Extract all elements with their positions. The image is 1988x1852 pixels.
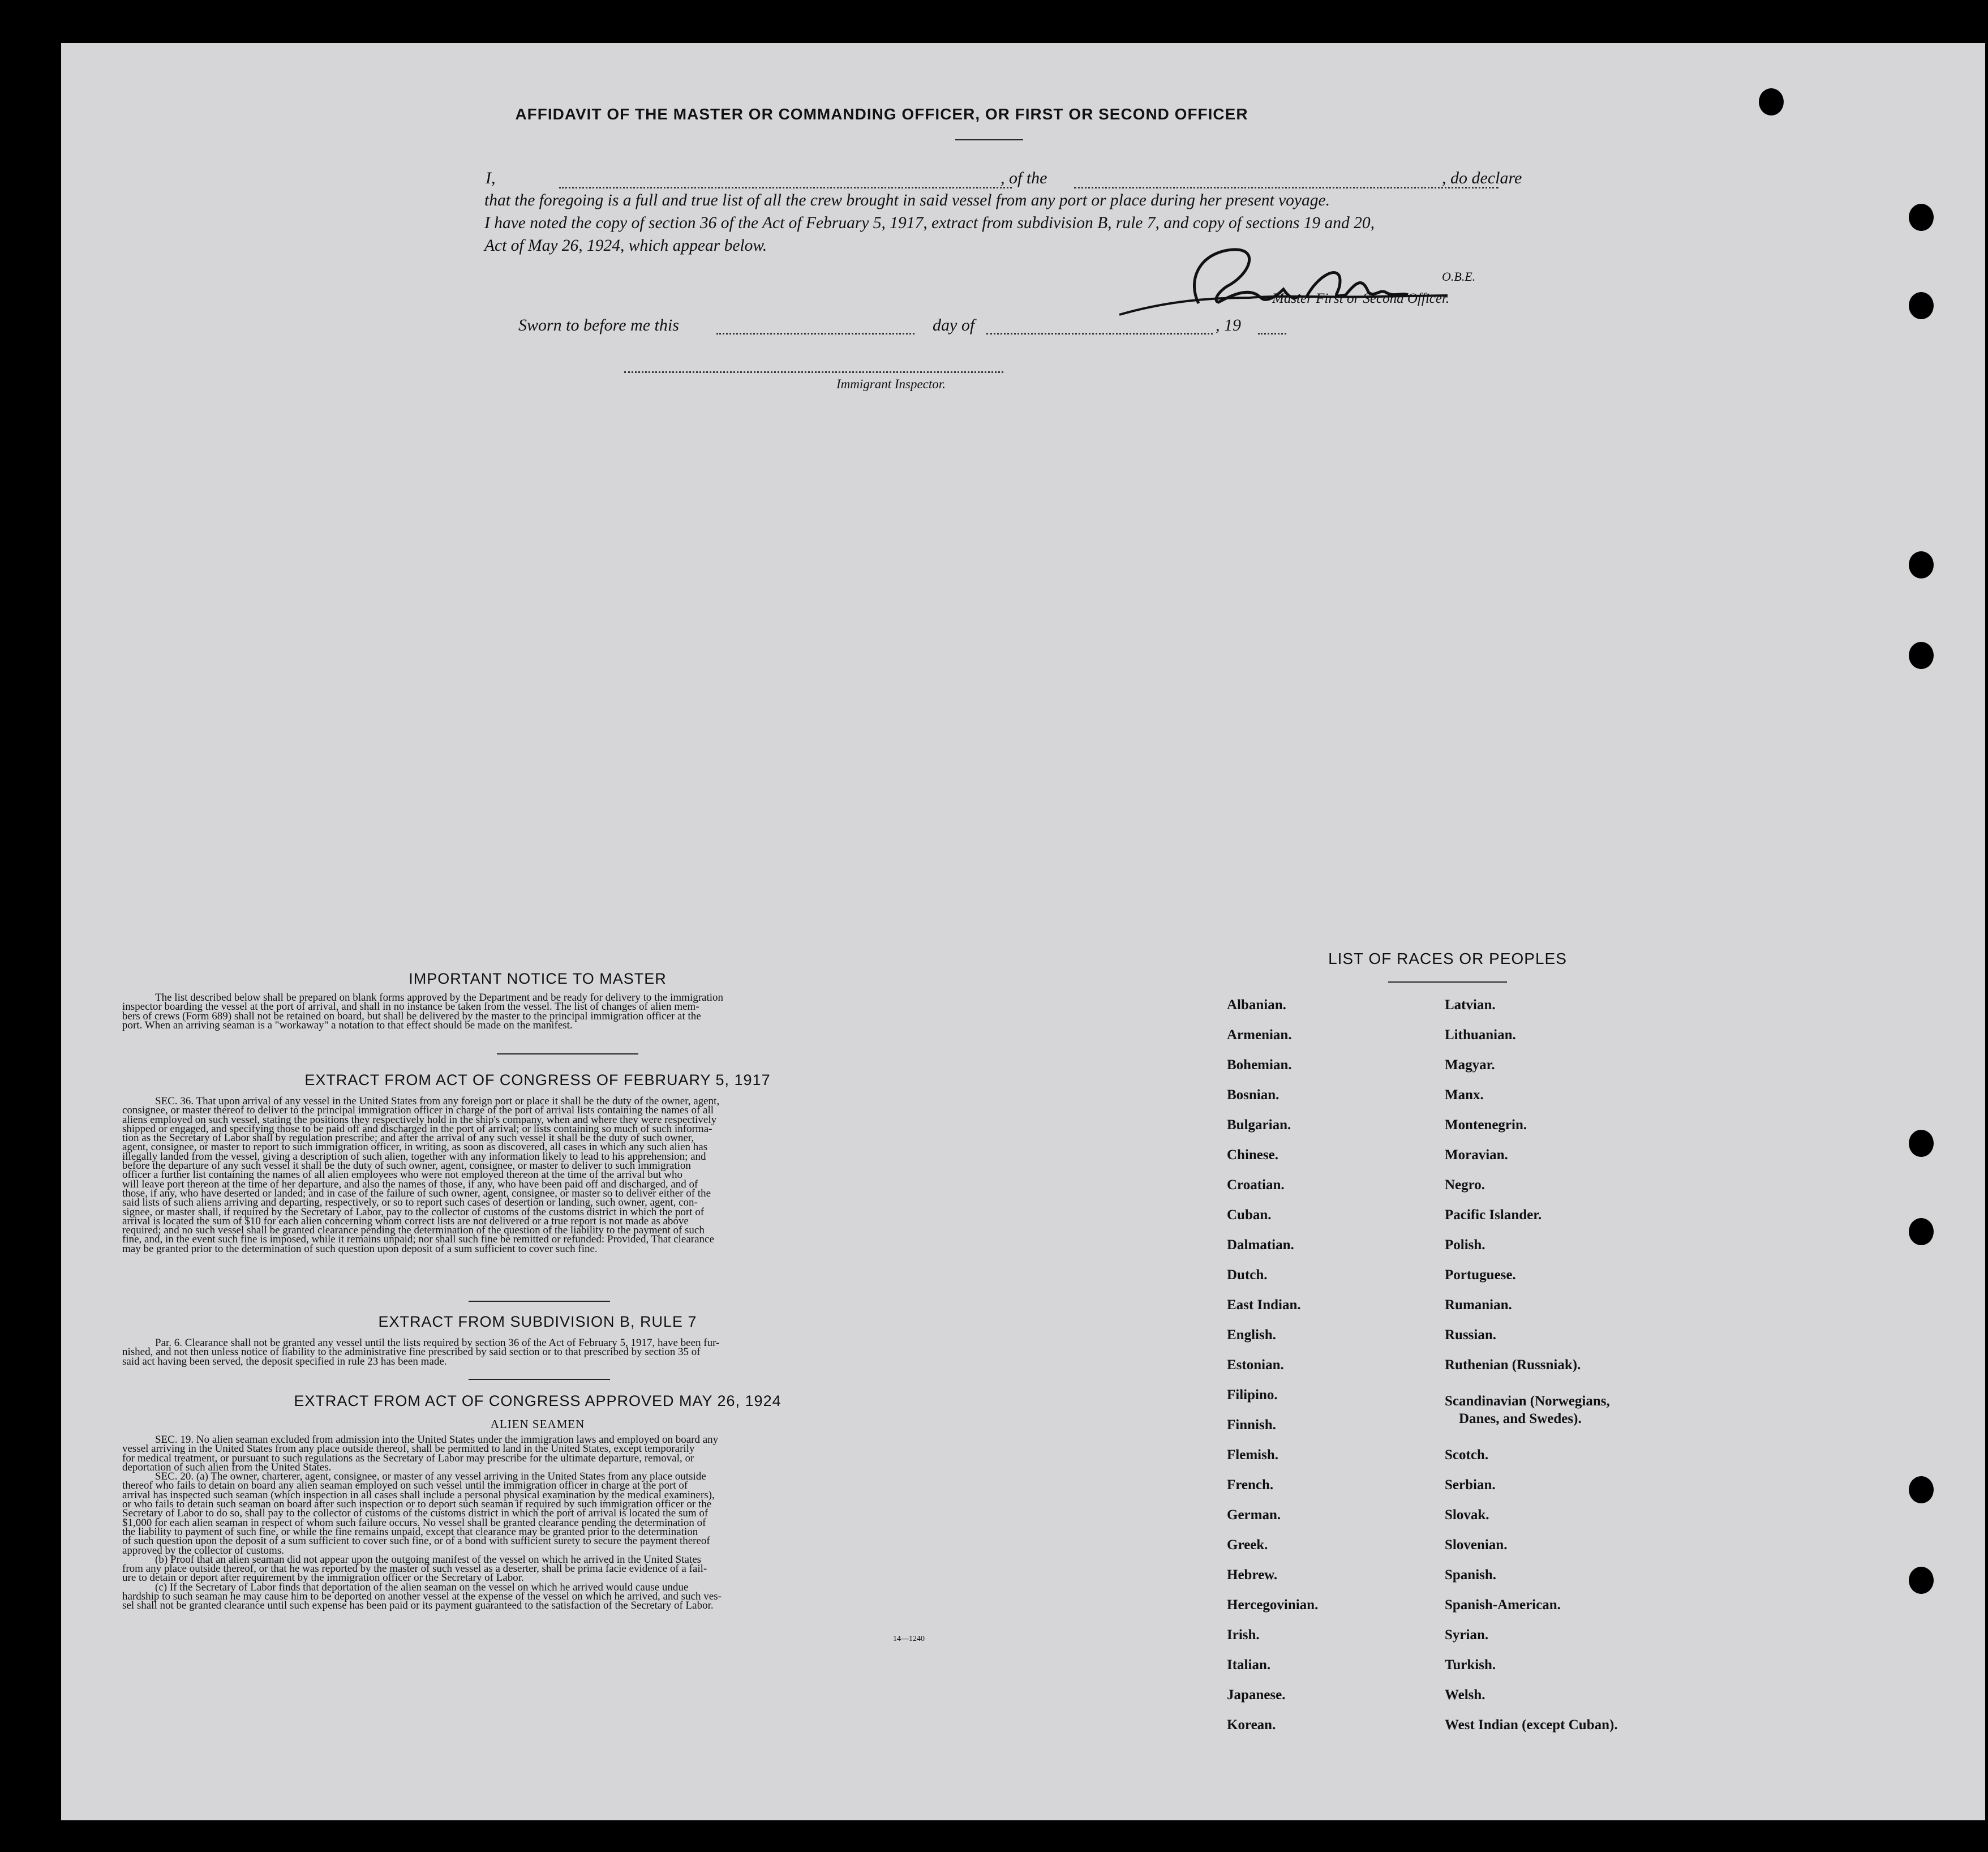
race-item: Albanian. xyxy=(1227,997,1286,1013)
affidavit-line-3: I have noted the copy of section 36 of the Act of February 5, 1917, extract from subdivision B, rule 7, and copy of sections 19 and 20, xyxy=(484,214,1375,232)
punch-hole xyxy=(1909,1130,1934,1157)
race-item: Welsh. xyxy=(1445,1687,1485,1703)
divider xyxy=(955,139,1023,140)
sworn-month-blank xyxy=(986,333,1213,335)
sworn-text: Sworn to before me this xyxy=(518,316,679,335)
race-item: Montenegrin. xyxy=(1445,1117,1527,1133)
affidavit-line-1-i: I, xyxy=(486,169,496,187)
race-item: Hercegovinian. xyxy=(1227,1597,1319,1613)
race-item: Negro. xyxy=(1445,1177,1485,1193)
sworn-day-blank xyxy=(716,333,914,335)
document-page xyxy=(61,43,1985,1820)
race-item: Scandinavian (Norwegians, xyxy=(1445,1394,1610,1409)
punch-hole xyxy=(1909,204,1934,231)
affidavit-title: AFFIDAVIT OF THE MASTER OR COMMANDING OFFICER, OR FIRST OR SECOND OFFICER xyxy=(515,105,1248,123)
name-blank xyxy=(559,187,1012,188)
race-item: English. xyxy=(1227,1327,1276,1343)
extract-1924-title: EXTRACT FROM ACT OF CONGRESS APPROVED MAY 26, 1924 xyxy=(294,1392,782,1409)
race-item: West Indian (except Cuban). xyxy=(1445,1717,1618,1733)
alien-seamen-subtitle: ALIEN SEAMEN xyxy=(490,1417,585,1431)
race-item: Dutch. xyxy=(1227,1267,1268,1283)
divider xyxy=(497,1053,638,1054)
race-item: Polish. xyxy=(1445,1237,1485,1253)
punch-hole xyxy=(1909,1567,1934,1594)
divider xyxy=(1388,981,1507,983)
race-item: Turkish. xyxy=(1445,1657,1496,1673)
affidavit-line-1-of: , of the xyxy=(1001,169,1047,187)
race-item: Slovenian. xyxy=(1445,1537,1508,1553)
affidavit-line-2: that the foregoing is a full and true list of all the crew brought in said vessel from any port or place during her present voyage. xyxy=(484,191,1330,209)
race-item: Serbian. xyxy=(1445,1477,1496,1493)
race-item: Bosnian. xyxy=(1227,1087,1279,1103)
race-item: Moravian. xyxy=(1445,1147,1508,1163)
notice-title: IMPORTANT NOTICE TO MASTER xyxy=(409,970,667,987)
race-item: Croatian. xyxy=(1227,1177,1285,1193)
race-item: Lithuanian. xyxy=(1445,1027,1516,1043)
race-item: Japanese. xyxy=(1227,1687,1286,1703)
race-item: Greek. xyxy=(1227,1537,1268,1553)
punch-hole xyxy=(1909,551,1934,578)
race-item: Spanish. xyxy=(1445,1567,1497,1583)
race-item: Slovak. xyxy=(1445,1507,1489,1523)
sworn-year-blank xyxy=(1258,333,1286,335)
race-item: Latvian. xyxy=(1445,997,1496,1013)
race-item: Irish. xyxy=(1227,1627,1260,1643)
race-item: Estonian. xyxy=(1227,1357,1284,1373)
signer-caption: Master First or Second Officer. xyxy=(1272,291,1450,306)
master-signature xyxy=(1114,241,1453,326)
race-item: Flemish. xyxy=(1227,1447,1278,1463)
signature-suffix: O.B.E. xyxy=(1442,269,1476,284)
divider xyxy=(469,1301,610,1302)
vessel-blank xyxy=(1074,187,1498,188)
punch-hole xyxy=(1909,1476,1934,1503)
race-item: Russian. xyxy=(1445,1327,1497,1343)
extract-1917-title: EXTRACT FROM ACT OF CONGRESS OF FEBRUARY 5, 1917 xyxy=(304,1071,771,1088)
race-item: Spanish-American. xyxy=(1445,1597,1561,1613)
affidavit-line-4: Act of May 26, 1924, which appear below. xyxy=(484,237,767,255)
race-item: Finnish. xyxy=(1227,1417,1276,1433)
race-item: Dalmatian. xyxy=(1227,1237,1294,1253)
race-item: Cuban. xyxy=(1227,1207,1272,1223)
extract-1924-text: SEC. 19. No alien seaman excluded from admission into the United States under the immigration laws and employed on board any vessel arriving in the United States from any place outside thereof, shall be permitted to land in the United States, except temporarily for medical treatment, or pursuant to such regulations as the Secretary of Labor may prescribe for the ultimate departure, removal, or deportation of such alien from the United States. SEC. 20. (a) The owner, charterer, agent, consignee, or master of any vessel arriving in the United States from any place outside thereof who fails to detain on board any alien seaman employed on such vessel until the immigration officer in charge at the port of arrival has inspected such seaman (which inspection in all cases shall include a personal physical examination by the medical examiners), or who fails to detain such seaman on board after such inspection or to deport such seaman if required by such immigration officer or the Secretary of Labor to do so, shall pay to the collector of customs of the customs district in which the port of arrival is located the sum of $1,000 for each alien seaman in respect of whom such failure occurs. No vessel shall be granted clearance pending the determination of the liability to payment of such fine, or while the fine remains unpaid, except that clearance may be granted prior to the determination of such question upon the deposit of a sum sufficient to cover such fine, or of a bond with sufficient surety to secure the payment thereof approved by the collector of customs. (b) Proof that an alien seaman did not appear upon the outgoing manifest of the vessel on which he arrived in the United States from any place outside thereof, or that he was reported by the master of such vessel as a deserter, shall be prima facie evidence of a fail- ure to detain or deport after requirement by the immigration officer or the Secretary of Labor. (c) If the Secretary of Labor finds that deportation of the alien seaman on the vessel on which he arrived would cause undue hardship to such seaman he may cause him to be deported on another vessel at the expense of the vessel on which he arrived, and such ves- sel shall not be granted clearance until such expense has been paid or its payment guaranteed to the satisfaction of the Secretary of Labor. xyxy=(122,1434,722,1612)
race-item: Pacific Islander. xyxy=(1445,1207,1542,1223)
race-item: Portuguese. xyxy=(1445,1267,1516,1283)
race-item: Chinese. xyxy=(1227,1147,1278,1163)
race-item: Armenian. xyxy=(1227,1027,1292,1043)
year-prefix: , 19 xyxy=(1216,316,1241,335)
race-item: French. xyxy=(1227,1477,1274,1493)
inspector-caption: Immigrant Inspector. xyxy=(836,377,946,391)
notice-text: The list described below shall be prepared on blank forms approved by the Department and be ready for delivery to the immigration inspector boarding the vessel at the port of arrival, and shall in no instance be taken from the vessel. The list of changes of alien mem- bers of crews (Form 689) shall not be retained on board, but shall be delivered by the master to the principal immigration officer at the port. When an arriving seaman is a "workaway" a notation to that effect should be made on the manifest. xyxy=(122,992,724,1031)
race-item: Syrian. xyxy=(1445,1627,1489,1643)
race-item: Bulgarian. xyxy=(1227,1117,1291,1133)
form-number: 14—1240 xyxy=(893,1635,925,1643)
rule-7-title: EXTRACT FROM SUBDIVISION B, RULE 7 xyxy=(378,1313,697,1330)
inspector-signature-line xyxy=(624,371,1003,373)
race-item: Scotch. xyxy=(1445,1447,1489,1463)
race-item: Manx. xyxy=(1445,1087,1484,1103)
extract-1917-text: SEC. 36. That upon arrival of any vessel in the United States from any foreign port or place it shall be the duty of the owner, agent, consignee, or master thereof to deliver to the principal immigration officer in charge of the port of arrival lists containing the names of all aliens employed on such vessel, stating the positions they respectively hold in the ship's company, when and where they were respectively shipped or engaged, and specifying those to be paid off and discharged in the port of arrival; or lists containing so much of such informa- tion as the Secretary of Labor shall by regulation prescribe; and after the arrival of any such vessel it shall be the duty of such owner, agent, consignee, or master to report to such immigration officer, in writing, as soon as discovered, all cases in which any such alien has illegally landed from the vessel, giving a description of such alien, together with any information likely to lead to his apprehension; and before the departure of any such vessel it shall be the duty of such owner, agent, consignee, or master to deliver to such immigration officer a further list containing the names of all alien employees who were not employed thereon at the time of the arrival but who will leave port thereon at the time of her departure, and also the names of those, if any, who have been paid off and discharged, and of those, if any, who have deserted or landed; and in case of the failure of such owner, agent, consignee, or master so to deliver either of the said lists of such aliens arriving and departing, respectively, or so to report such cases of desertion or landing, such owner, agent, con- signee, or master shall, if required by the Secretary of Labor, pay to the collector of customs of the customs district in which the port of arrival is located the sum of $10 for each alien concerning whom correct lists are not delivered or a true report is not made as above required; and no such vessel shall be granted clearance pending the determination of the question of the liability to the payment of such fine, and, in the event such fine is imposed, while it remains unpaid; nor shall such fine be remitted or refunded: Provided, That clearance may be granted prior to the determination of such question upon deposit of a sum sufficient to cover such fine. xyxy=(122,1095,720,1255)
race-item: Magyar. xyxy=(1445,1057,1495,1073)
race-item: Korean. xyxy=(1227,1717,1276,1733)
affidavit-line-1-declare: , do declare xyxy=(1442,169,1522,187)
race-item: German. xyxy=(1227,1507,1281,1523)
punch-hole xyxy=(1759,88,1784,115)
race-item: Italian. xyxy=(1227,1657,1271,1673)
rule-7-text: Par. 6. Clearance shall not be granted any vessel until the lists required by section 36 of the Act of February 5, 1917, have been fur- nished, and not then unless notice of liability to the administrative fine prescribed by said section or to that prescribed by section 35 of said act having been served, the deposit specified in rule 23 has been made. xyxy=(122,1337,720,1367)
race-item: Bohemian. xyxy=(1227,1057,1292,1073)
race-item: East Indian. xyxy=(1227,1297,1301,1313)
race-item: Rumanian. xyxy=(1445,1297,1512,1313)
divider xyxy=(469,1379,610,1380)
race-item: Hebrew. xyxy=(1227,1567,1278,1583)
punch-hole xyxy=(1909,642,1934,669)
race-item: Filipino. xyxy=(1227,1387,1278,1403)
races-title: LIST OF RACES OR PEOPLES xyxy=(1328,950,1567,967)
race-item: Danes, and Swedes). xyxy=(1459,1411,1582,1426)
race-item: Ruthenian (Russniak). xyxy=(1445,1357,1581,1373)
punch-hole xyxy=(1909,292,1934,319)
punch-hole xyxy=(1909,1218,1934,1245)
day-of-text: day of xyxy=(933,316,975,335)
